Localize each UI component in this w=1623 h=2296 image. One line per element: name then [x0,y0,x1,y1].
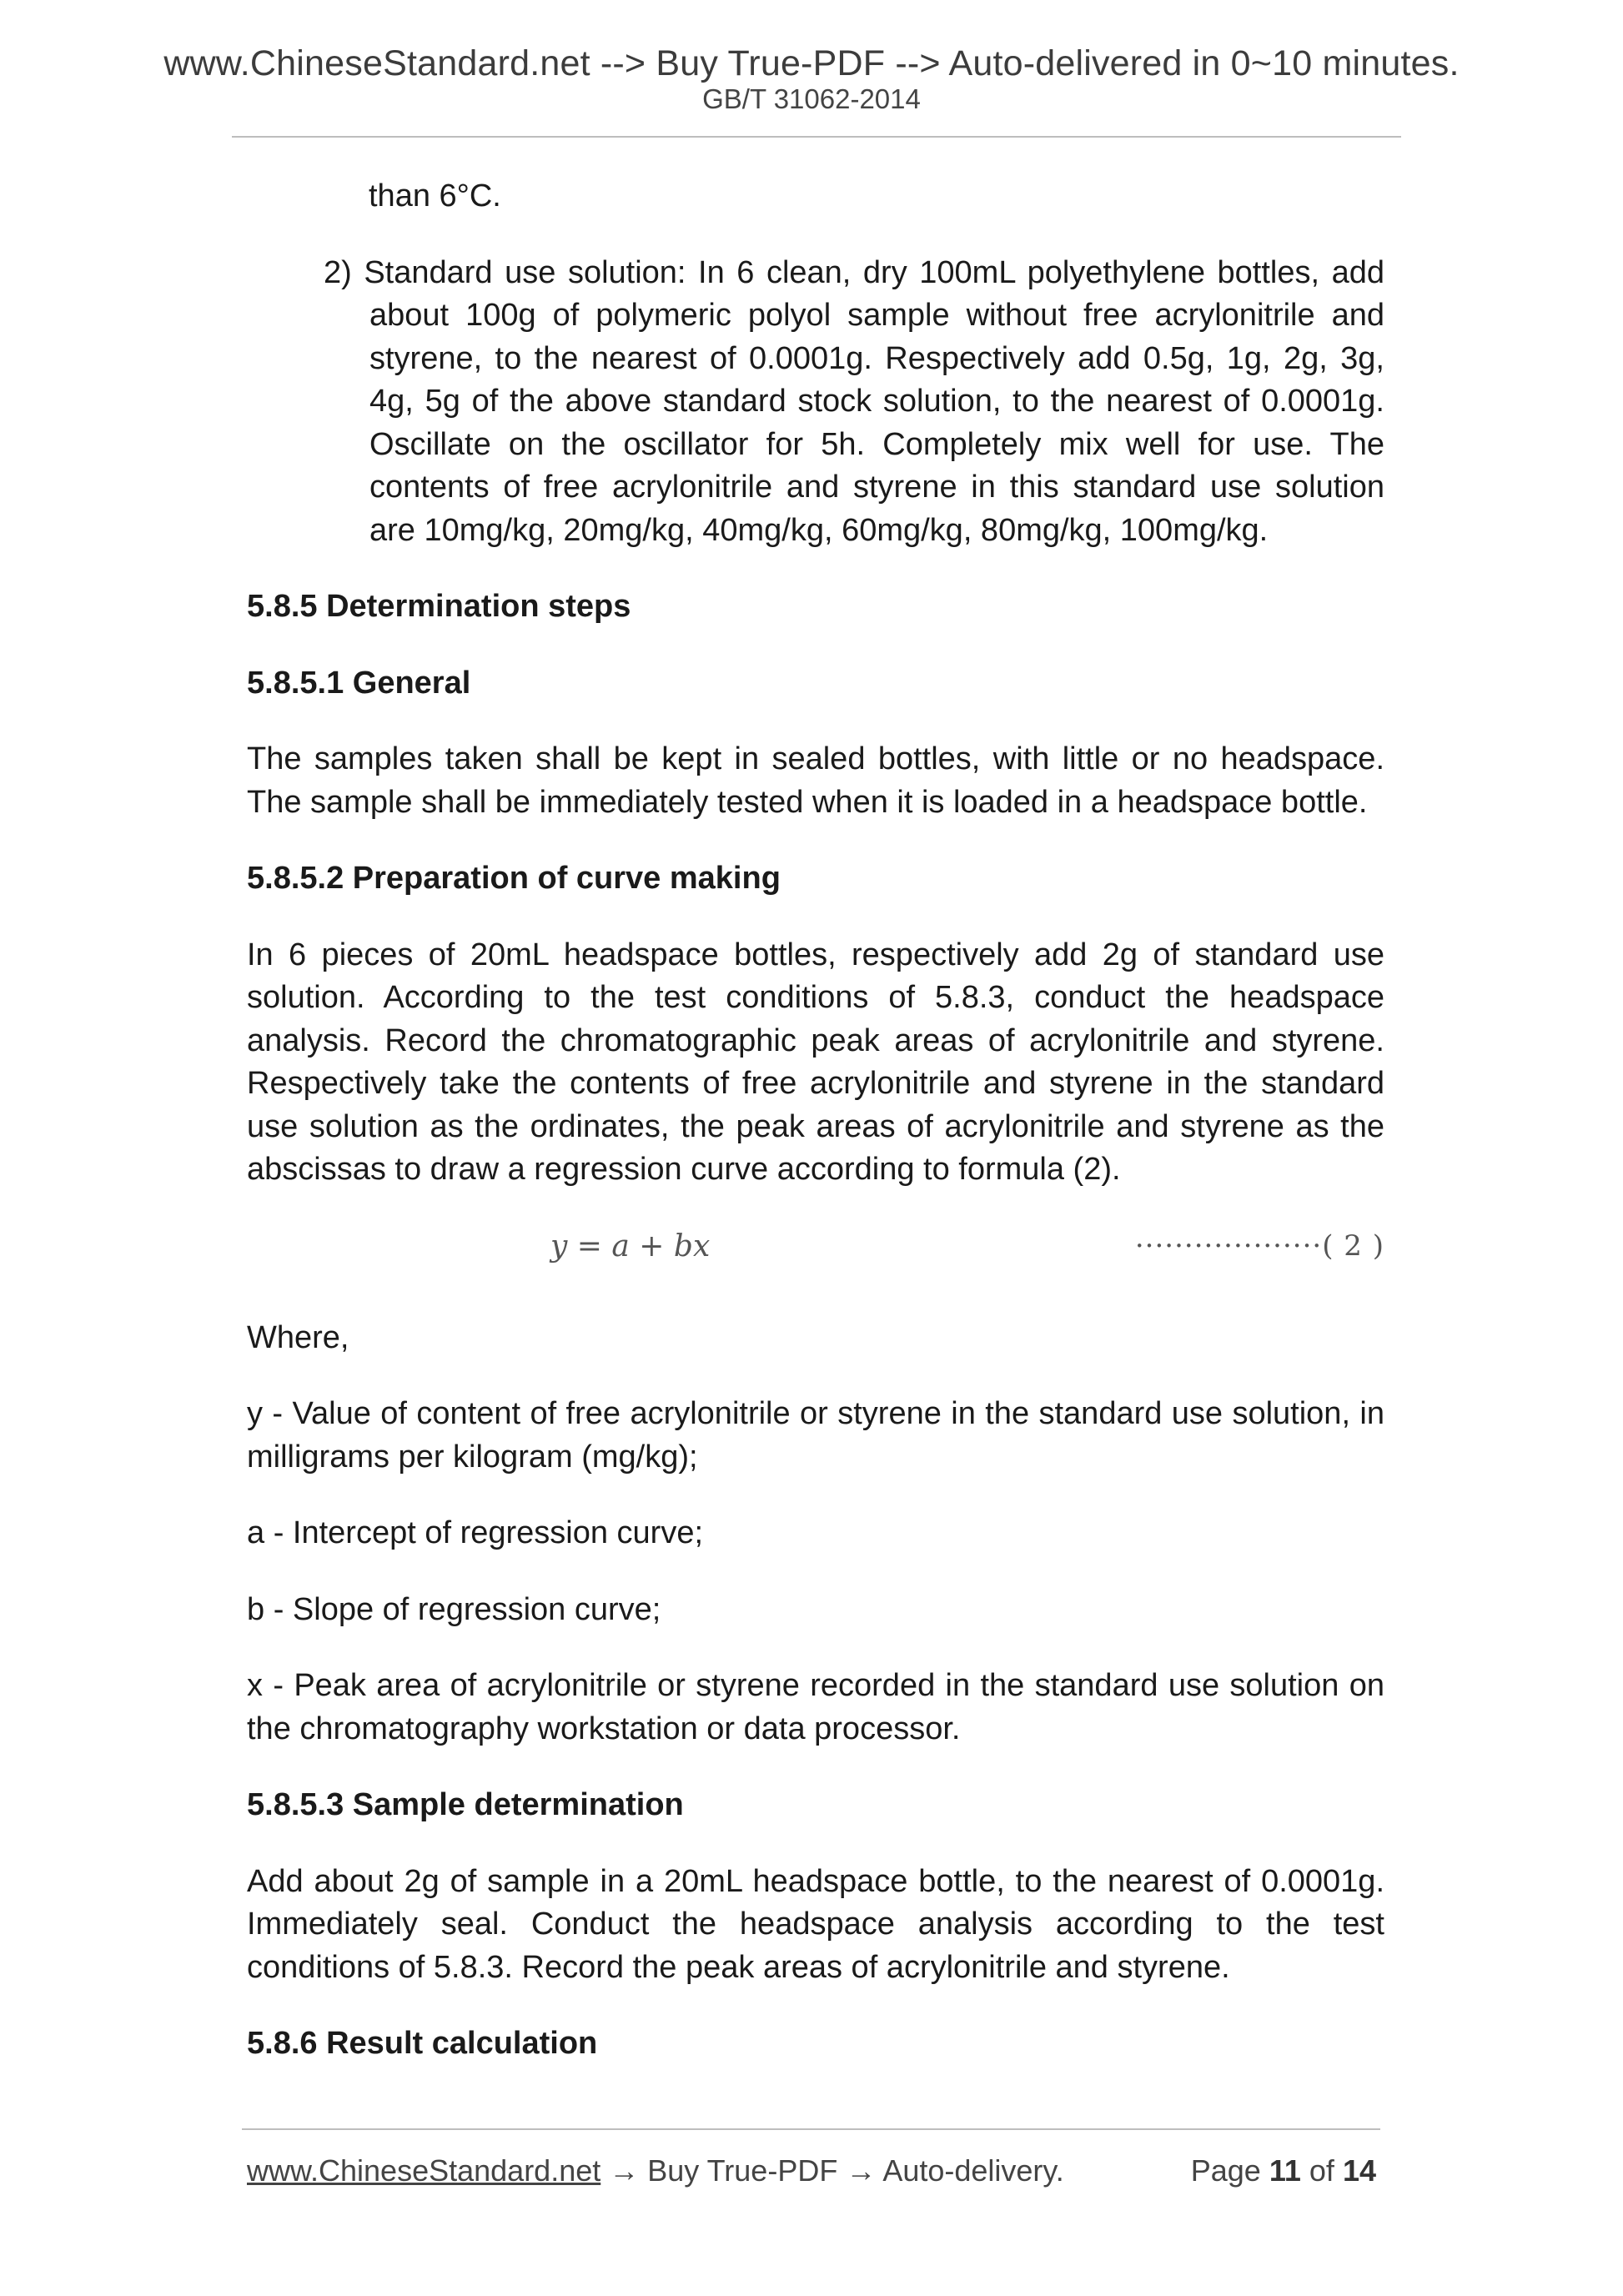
formula-number: ···················( 2 ) [1134,1228,1384,1263]
heading-5-8-5: 5.8.5 Determination steps [247,589,631,624]
of-label: of [1309,2153,1334,2188]
paragraph-curve-making: In 6 pieces of 20mL headspace bottles, respectively add 2g of standard use solution. According to the test conditions of 5.8.3, conduct the headspace analysis. Record the chromatographic peak areas of acrylonitrile and styrene. Respectively take the contents of free acrylonitrile and styrene in the standard use solution as the ordinates, the peak areas of acrylonitrile and styrene as the abscissas to draw a regression curve according to formula (2). [247,937,1384,1187]
document-code: GB/T 31062-2014 [702,83,921,114]
header-banner: www.ChineseStandard.net --> Buy True-PDF --> Auto-delivered in 0~10 minutes. [163,43,1460,83]
continuation-text: than 6°C. [369,178,501,214]
definition-y: y - Value of content of free acrylonitrile or styrene in the standard use solution, in milligrams per kilogram (mg/kg); [247,1396,1384,1475]
header-divider [232,136,1401,138]
heading-5-8-6: 5.8.6 Result calculation [247,2026,598,2061]
paragraph-sample-determination: Add about 2g of sample in a 20mL headspace bottle, to the nearest of 0.0001g. Immediately seal. Conduct the headspace analysis according to the test conditions of 5.8.3. Record the peak areas of acrylonitrile and styrene. [247,1863,1384,1985]
footer-promo-text: → Buy True-PDF → Auto-delivery. [600,2153,1064,2188]
footer-promo [247,2153,1064,2188]
list-item-standard-use-solution: 2) Standard use solution: In 6 clean, dry 100mL polyethylene bottles, add about 100g of polymeric polyol sample without free acrylonitrile and styrene, to the nearest of 0.0001g. Respectively add 0.5g, 1g, 2g, 3g, 4g, 5g of the above standard stock solution, to the nearest of 0.0001g. Oscillate on the oscillator for 5h. Completely mix well for use. The contents of free acrylonitrile and styrene in this standard use solution are 10mg/kg, 20mg/kg, 40mg/kg, 60mg/kg, 80mg/kg, 100mg/kg. [324,254,1384,548]
definition-b: b - Slope of regression curve; [247,1591,661,1627]
paragraph-general: The samples taken shall be kept in sealed bottles, with little or no headspace. The sample shall be immediately tested when it is loaded in a headspace bottle. [247,741,1384,820]
where-label: Where, [247,1319,349,1355]
heading-5-8-5-3: 5.8.5.3 Sample determination [247,1787,684,1822]
total-pages: 14 [1342,2153,1376,2188]
definition-x: x - Peak area of acrylonitrile or styrene recorded in the standard use solution on the chromatography workstation or data processor. [247,1668,1384,1746]
heading-5-8-5-1: 5.8.5.1 General [247,665,471,701]
formula-2 [247,1225,1384,1275]
footer-website-link[interactable]: www.ChineseStandard.net [247,2153,601,2188]
footer-divider [242,2128,1380,2130]
current-page-number: 11 [1269,2153,1301,2188]
document-body [247,175,1384,2099]
definition-a: a - Intercept of regression curve; [247,1515,704,1550]
page-label: Page [1190,2153,1261,2188]
formula-expression: y = a + bx [550,1228,711,1264]
heading-5-8-5-2: 5.8.5.2 Preparation of curve making [247,861,781,896]
page-indicator [1191,2153,1376,2188]
